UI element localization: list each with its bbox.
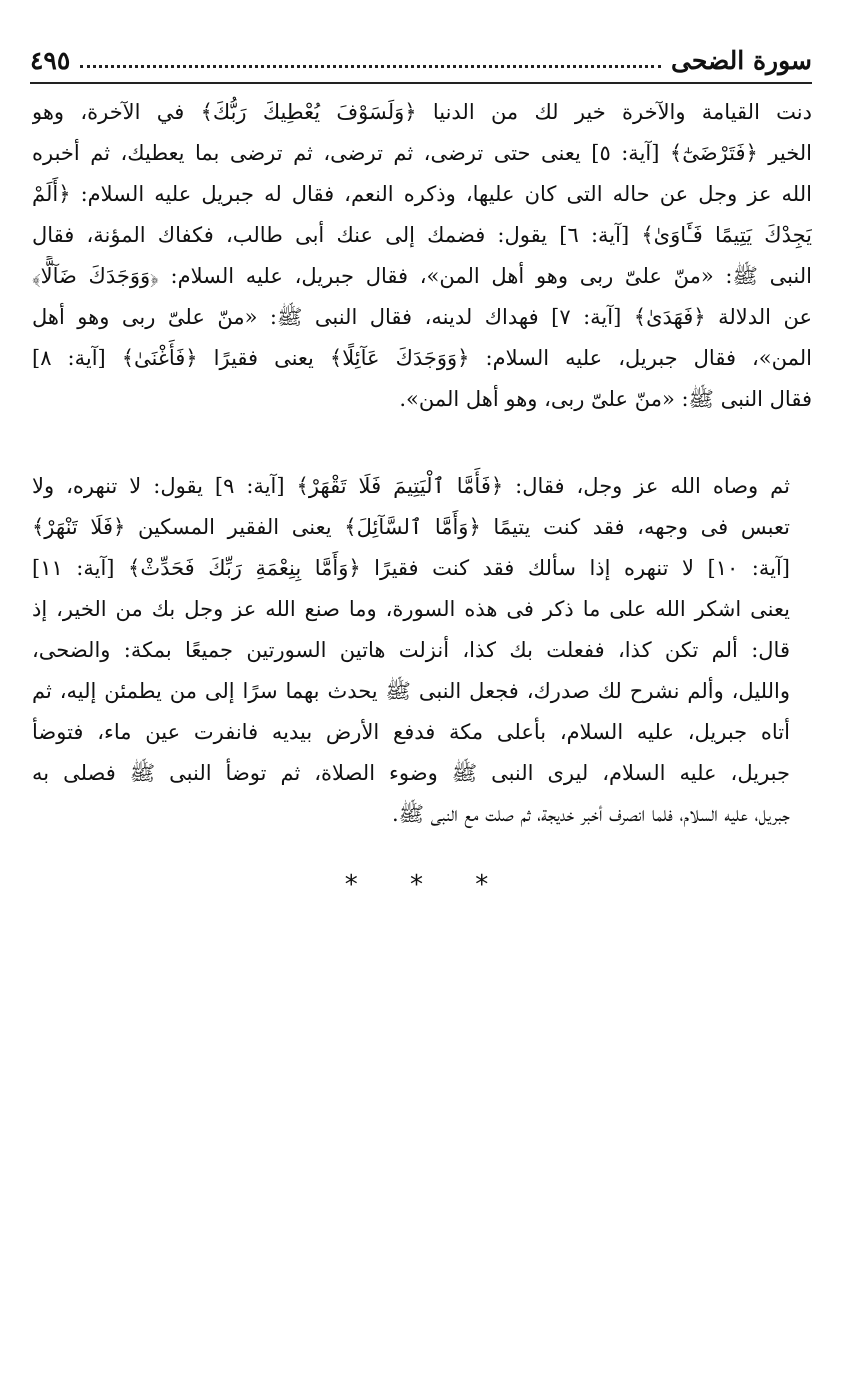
header-dot-leader <box>80 65 661 68</box>
text-line: يَجِدْكَ يَتِيمًا فَـَٔاوَىٰ﴾ [آية: ٦] يقول: فضمك إلى عنك أبى طالب، فكفاك المؤنة، فقال <box>32 223 812 247</box>
text-line: الخير ﴿فَتَرْضَىٰٓ﴾ [آية: ٥] يعنى حتى ترضى، ثم ترضى، ثم ترضى بما يعطيك، ثم أخبره <box>32 141 812 165</box>
text-line: فقال النبى ﷺ: «منّ علىّ ربى، وهو أهل المن». <box>399 387 812 411</box>
text-line: يعنى اشكر الله على ما ذكر فى هذه السورة، وما صنع الله عز وجل بك من الخير، إذ <box>32 597 790 621</box>
text-line: جبريل، عليه السلام، فلما انصرف أخبر خديجة، ثم صلت مع النبى ﷺ. <box>391 802 790 826</box>
text-line: جبريل، عليه السلام، ليرى النبى ﷺ وضوء الصلاة، ثم توضأ النبى ﷺ فصلى به <box>32 761 790 785</box>
text-line: قال: ألم تكن كذا، ففعلت بك كذا، أنزلت هاتين السورتين جميعًا بمكة: والضحى، <box>32 638 790 662</box>
page-header <box>30 40 812 80</box>
text-line: [آية: ١٠] لا تنهره إذا سألك فقد كنت فقيرًا ﴿وَأَمَّا بِنِعْمَةِ رَبِّكَ فَحَدِّثْ﴾ [آية: ١١] <box>32 556 790 580</box>
surah-title: سورة الضحى <box>671 45 812 75</box>
text-line: أتاه جبريل، عليه السلام، بأعلى مكة فدفع الأرض بيديه فانفرت عين ماء، فتوضأ <box>32 720 790 744</box>
text-line: عن الدلالة ﴿فَهَدَىٰ﴾ [آية: ٧] فهداك لدينه، فقال النبى ﷺ: «منّ علىّ ربى وهو أهل <box>32 305 812 329</box>
paragraph-2 <box>32 466 812 835</box>
text-line: تعبس فى وجهه، فقد كنت يتيمًا ﴿وَأَمَّا ٱلسَّآئِلَ﴾ يعنى الفقير المسكين ﴿فَلَا تَنْهَرْ﴾ <box>32 515 790 539</box>
page-number: ٤٩٥ <box>30 45 71 75</box>
text-line: الله عز وجل عن حاله التى كان عليها، وذكره النعم، فقال له جبريل عليه السلام: ﴿أَلَمْ <box>32 182 812 206</box>
text-line: دنت القيامة والآخرة خير لك من الدنيا ﴿وَلَسَوْفَ يُعْطِيكَ رَبُّكَ﴾ في الآخرة، وهو <box>32 100 812 124</box>
text-line: المن»، فقال جبريل، عليه السلام: ﴿وَوَجَدَكَ عَآئِلًا﴾ يعنى فقيرًا ﴿فَأَغْنَىٰ﴾ [آية: ٨] <box>32 346 812 370</box>
header-rule <box>30 82 812 84</box>
paragraph-1 <box>32 92 812 420</box>
text-line: النبى ﷺ: «منّ علىّ ربى وهو أهل المن»، فقال جبريل، عليه السلام: ﴿وَوَجَدَكَ ضَآلًّا﴾ <box>32 264 812 288</box>
text-line: ثم وصاه الله عز وجل، فقال: ﴿فَأَمَّا ٱلْيَتِيمَ فَلَا تَقْهَرْ﴾ [آية: ٩] يقول: لا تنهره، ولا <box>32 474 790 498</box>
text-line: والليل، وألم نشرح لك صدرك، فجعل النبى ﷺ يحدث بهما سرًا إلى من يطمئن إليه، ثم <box>32 679 790 703</box>
section-end-ornament: * * * <box>344 870 511 900</box>
